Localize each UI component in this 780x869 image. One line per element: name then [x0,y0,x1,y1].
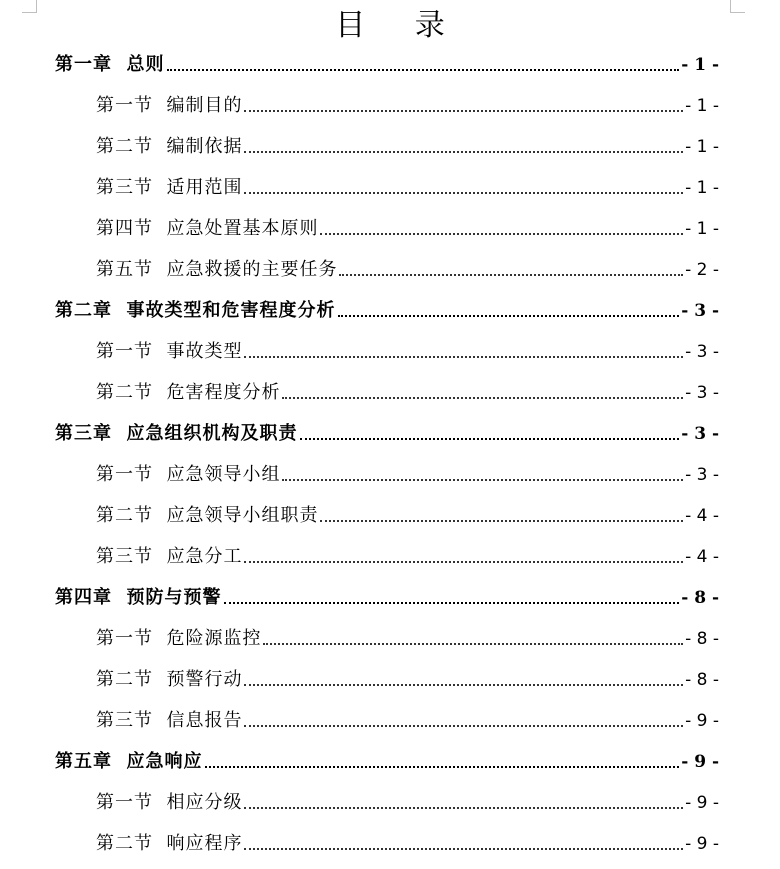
toc-section-entry[interactable] [96,788,719,814]
toc-entry-label: 第二节 应急领导小组职责 [96,505,319,526]
toc-section-entry[interactable] [96,132,719,158]
toc-chapter-entry[interactable] [55,50,719,76]
toc-entry-label: 第一节 相应分级 [96,792,243,813]
toc-section-entry[interactable] [96,665,719,691]
toc-dot-leader [244,151,683,153]
toc-dot-leader [244,110,683,112]
toc-dot-leader [244,848,683,850]
toc-section-entry[interactable] [96,214,719,240]
toc-dot-leader [320,233,683,235]
toc-dot-leader [244,356,683,358]
toc-section-entry[interactable] [96,624,719,650]
toc-dot-leader [244,725,683,727]
toc-entry-label: 第三节 应急分工 [96,546,243,567]
toc-dot-leader [244,684,683,686]
toc-dot-leader [300,438,680,440]
toc-section-entry[interactable] [96,337,719,363]
toc-dot-leader [282,397,683,399]
toc-page-number: - 2 - [685,260,719,280]
toc-page-number: - 4 - [685,506,719,526]
toc-page-number: - 8 - [681,588,719,608]
toc-entry-label: 第二节 响应程序 [96,833,243,854]
toc-dot-leader [224,602,680,604]
toc-entry-label: 第一节 事故类型 [96,341,243,362]
toc-entry-label: 第二节 预警行动 [96,669,243,690]
toc-section-entry[interactable] [96,255,719,281]
toc-page-number: - 1 - [685,219,719,239]
toc-dot-leader [244,561,683,563]
toc-entry-label: 第四章 预防与预警 [55,587,222,608]
toc-dot-leader [320,520,683,522]
toc-page-number: - 9 - [685,711,719,731]
toc-entry-label: 第一章 总则 [55,54,165,75]
toc-entry-label: 第四节 应急处置基本原则 [96,218,319,239]
toc-page-number: - 9 - [685,793,719,813]
toc-page-number: - 3 - [685,465,719,485]
toc-entry-label: 第三节 适用范围 [96,177,243,198]
toc-chapter-entry[interactable] [55,583,719,609]
toc-section-entry[interactable] [96,542,719,568]
toc-dot-leader [167,69,680,71]
toc-section-entry[interactable] [96,706,719,732]
toc-chapter-entry[interactable] [55,419,719,445]
toc-page-number: - 1 - [685,178,719,198]
toc-page-number: - 8 - [685,629,719,649]
toc-section-entry[interactable] [96,91,719,117]
toc-section-entry[interactable] [96,501,719,527]
toc-entry-label: 第一节 危险源监控 [96,628,262,649]
toc-dot-leader [282,479,683,481]
toc-section-entry[interactable] [96,829,719,855]
toc-page-number: - 3 - [685,383,719,403]
toc-entry-label: 第五节 应急救援的主要任务 [96,259,338,280]
toc-dot-leader [205,766,680,768]
toc-dot-leader [244,807,683,809]
toc-dot-leader [244,192,683,194]
toc-page-number: - 9 - [681,752,719,772]
toc-chapter-entry[interactable] [55,296,719,322]
toc-entry-label: 第一节 编制目的 [96,95,243,116]
toc-title: 目 录 [335,8,465,43]
toc-page-number: - 3 - [685,342,719,362]
toc-section-entry[interactable] [96,378,719,404]
toc-page-number: - 3 - [681,424,719,444]
toc-page-number: - 1 - [685,137,719,157]
toc-page-number: - 9 - [685,834,719,854]
toc-chapter-entry[interactable] [55,747,719,773]
toc-entry-label: 第二节 危害程度分析 [96,382,281,403]
toc-page-number: - 1 - [685,96,719,116]
toc-section-entry[interactable] [96,460,719,486]
toc-page-number: - 1 - [681,55,719,75]
toc-page-number: - 8 - [685,670,719,690]
toc-entry-label: 第三节 信息报告 [96,710,243,731]
toc-entry-label: 第三章 应急组织机构及职责 [55,423,298,444]
toc-page-number: - 3 - [681,301,719,321]
toc-entry-label: 第一节 应急领导小组 [96,464,281,485]
toc-entry-label: 第二节 编制依据 [96,136,243,157]
toc-page-number: - 4 - [685,547,719,567]
toc-dot-leader [263,643,683,645]
toc-entry-label: 第五章 应急响应 [55,751,203,772]
toc-dot-leader [339,274,683,276]
toc-dot-leader [338,315,680,317]
toc-section-entry[interactable] [96,173,719,199]
toc-entry-label: 第二章 事故类型和危害程度分析 [55,300,336,321]
